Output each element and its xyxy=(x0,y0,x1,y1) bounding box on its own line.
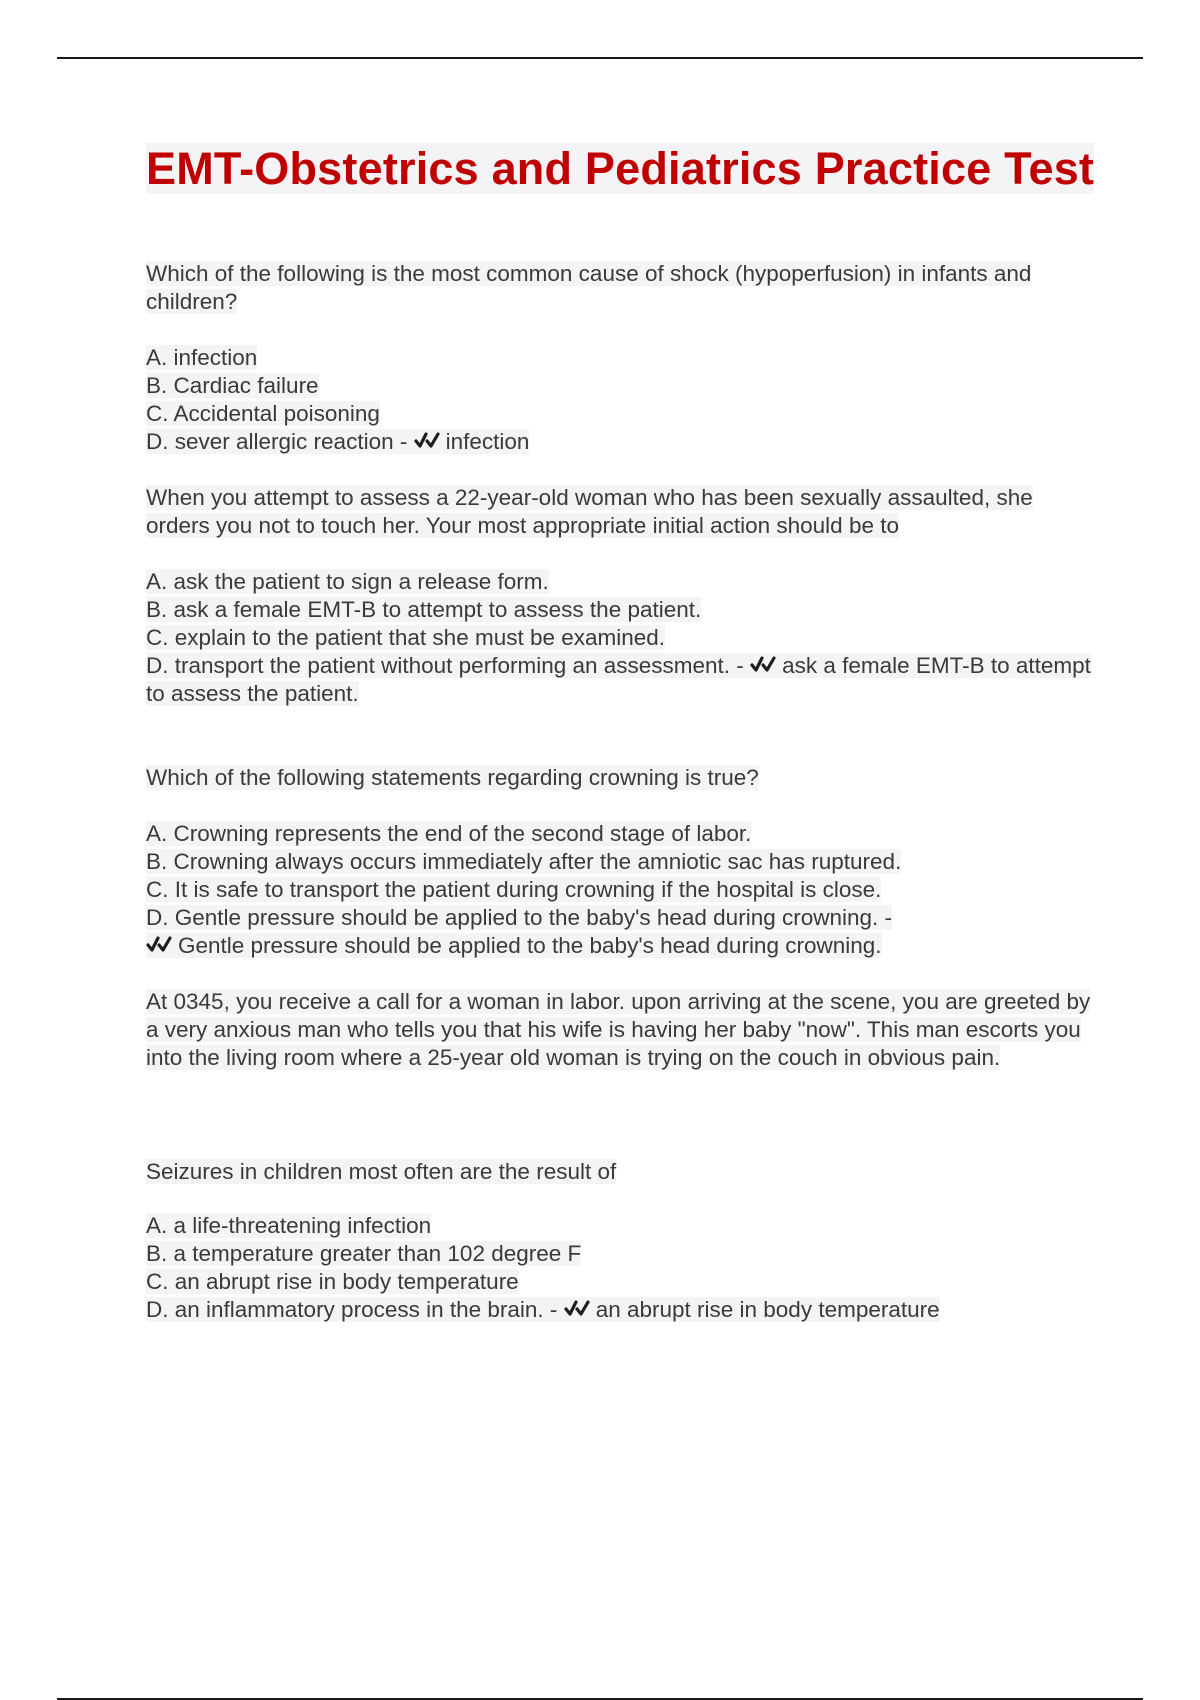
options-list-1 xyxy=(146,344,1096,456)
option-3d: D. Gentle pressure should be applied to the baby's head during crowning. - xyxy=(146,905,893,930)
option-2c: C. explain to the patient that she must be examined. xyxy=(146,625,666,650)
question-block-5 xyxy=(146,1158,1096,1324)
option-3c: C. It is safe to transport the patient during crowning if the hospital is close. xyxy=(146,877,882,902)
question-text-5: Seizures in children most often are the result of xyxy=(146,1159,617,1184)
question-block-2 xyxy=(146,484,1096,708)
document-body xyxy=(146,140,1096,1324)
answer-text-2: ask a female EMT-B to attempt to assess the patient. xyxy=(146,653,1091,706)
option-2b: B. ask a female EMT-B to attempt to assess the patient. xyxy=(146,597,702,622)
option-3a: A. Crowning represents the end of the second stage of labor. xyxy=(146,821,752,846)
option-5b: B. a temperature greater than 102 degree F xyxy=(146,1241,582,1266)
page-title: EMT-Obstetrics and Pediatrics Practice Test xyxy=(146,143,1095,194)
question-block-3 xyxy=(146,764,1096,960)
scenario-text: At 0345, you receive a call for a woman in labor. upon arriving at the scene, you are greeted by a very anxious man who tells you that his wife is having her baby "now". This man escorts you into the living room where a 25-year old woman is trying on the couch in obvious pain. xyxy=(146,989,1091,1070)
double-checkmark-icon xyxy=(750,654,776,676)
top-rule xyxy=(57,57,1143,59)
answer-text-3: Gentle pressure should be applied to the baby's head during crowning. xyxy=(178,933,882,958)
answer-text-5: an abrupt rise in body temperature xyxy=(595,1297,940,1322)
question-text-1: Which of the following is the most common cause of shock (hypoperfusion) in infants and children? xyxy=(146,261,1032,314)
scenario-block xyxy=(146,988,1096,1072)
option-1d: D. sever allergic reaction - infection xyxy=(146,429,530,454)
double-checkmark-icon xyxy=(146,934,172,956)
options-list-5 xyxy=(146,1212,1096,1324)
answer-line-3 xyxy=(146,932,1096,960)
option-5c: C. an abrupt rise in body temperature xyxy=(146,1269,519,1294)
option-2d: D. transport the patient without performing an assessment. - ask a female EMT-B to attempt to assess the patient. xyxy=(146,653,1091,706)
question-block-1 xyxy=(146,260,1096,456)
double-checkmark-icon xyxy=(414,430,440,452)
double-checkmark-icon xyxy=(564,1298,590,1320)
option-1c: C. Accidental poisoning xyxy=(146,401,380,426)
question-text-3: Which of the following statements regarding crowning is true? xyxy=(146,765,759,790)
option-2a: A. ask the patient to sign a release form. xyxy=(146,569,549,594)
option-1a: A. infection xyxy=(146,345,258,370)
options-list-3 xyxy=(146,820,1096,960)
question-text-2: When you attempt to assess a 22-year-old woman who has been sexually assaulted, she orders you not to touch her. Your most appropriate initial action should be to xyxy=(146,485,1033,538)
options-list-2 xyxy=(146,568,1096,708)
option-5d: D. an inflammatory process in the brain. - an abrupt rise in body temperature xyxy=(146,1297,940,1322)
option-1b: B. Cardiac failure xyxy=(146,373,319,398)
option-5a: A. a life-threatening infection xyxy=(146,1213,432,1238)
answer-text-1: infection xyxy=(445,429,530,454)
option-3b: B. Crowning always occurs immediately after the amniotic sac has ruptured. xyxy=(146,849,902,874)
